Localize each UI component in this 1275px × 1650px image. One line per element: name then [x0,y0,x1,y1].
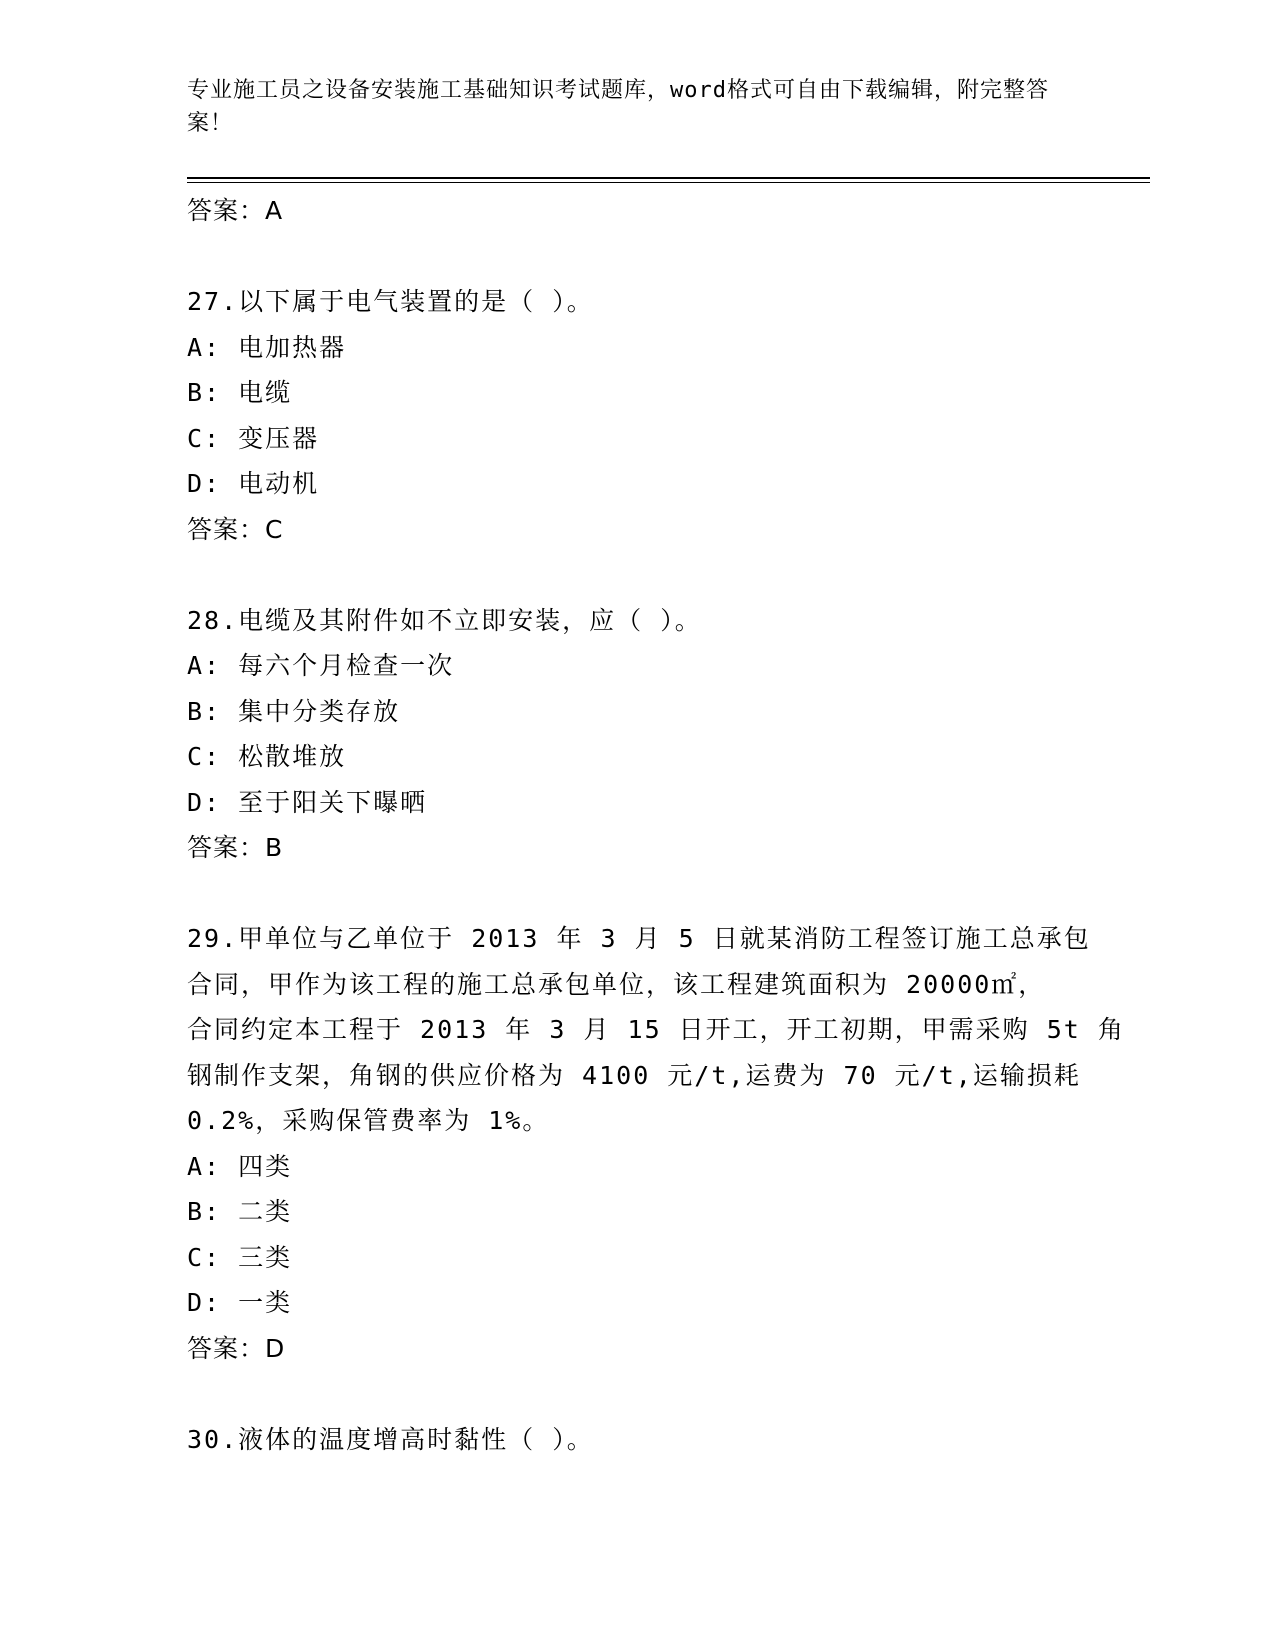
spacer [187,870,1067,916]
header-rule [187,177,1150,179]
question-stem: 27.以下属于电气装置的是（ ）。 [187,287,594,316]
answer: 答案：B [187,833,284,862]
option-d: D: 一类 [187,1288,293,1317]
question-stem-line: 钢制作支架，角钢的供应价格为 4100 元/t,运费为 70 元/t,运输损耗 [187,1060,1081,1090]
question-29 [187,916,1125,1371]
option-c: C: 松散堆放 [187,742,347,771]
question-28 [187,598,1067,871]
question-30 [187,1417,1067,1463]
answer-26: 答案：A [187,196,284,225]
spacer [187,1371,1067,1417]
answer: 答案：D [187,1333,286,1363]
question-stem-line: 29.甲单位与乙单位于 2013 年 3 月 5 日就某消防工程签订施工总承包 [187,924,1091,953]
spacer [187,552,1067,598]
question-stem-line: 合同，甲作为该工程的施工总承包单位，该工程建筑面积为 20000㎡， [187,969,1046,999]
option-c: C: 三类 [187,1242,293,1272]
option-a: A: 四类 [187,1151,293,1181]
option-b: B: 二类 [187,1197,293,1226]
question-stem-line: 0.2%，采购保管费率为 1%。 [187,1106,550,1135]
question-list [187,188,1125,1462]
question-stem-line: 合同约定本工程于 2013 年 3 月 15 日开工，开工初期，甲需采购 5t 角 [187,1015,1125,1044]
header-rule-thin [187,182,1150,183]
option-c: C: 变压器 [187,423,320,453]
option-b: B: 集中分类存放 [187,696,401,726]
option-a: A: 每六个月检查一次 [187,651,455,680]
option-d: D: 至于阳关下曝晒 [187,787,428,817]
answer: 答案：C [187,514,284,544]
question-stem: 30.液体的温度增高时黏性（ ）。 [187,1424,594,1454]
option-d: D: 电动机 [187,469,320,498]
question-stem: 28.电缆及其附件如不立即安装，应（ ）。 [187,605,702,635]
option-b: B: 电缆 [187,378,293,407]
page-header: 专业施工员之设备安装施工基础知识考试题库，word格式可自由下载编辑，附完整答案！ [187,78,1049,136]
spacer [187,233,1067,279]
question-27 [187,279,1067,552]
option-a: A: 电加热器 [187,332,347,362]
